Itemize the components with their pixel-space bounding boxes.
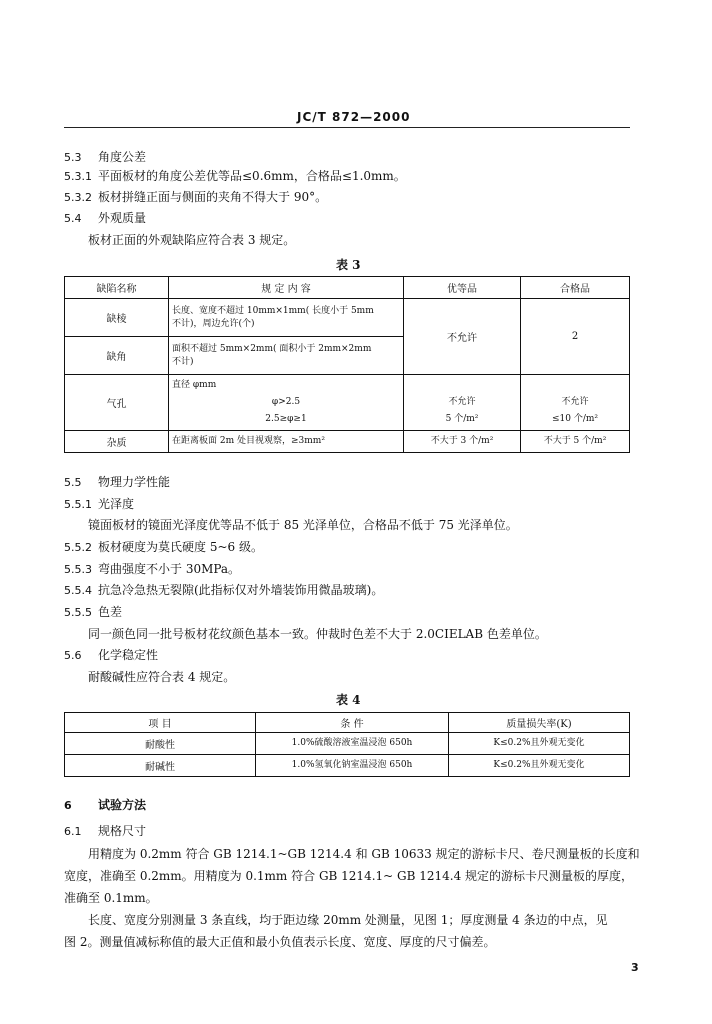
section-line: 5.3.2 板材拼缝正面与侧面的夹角不得大于 90°。 xyxy=(64,190,328,204)
body-text: 同一颜色同一批号板材花纹颜色基本一致。仲裁时色差不大于 2.0CIELAB 色差单位。 xyxy=(88,627,547,641)
table-header-cell: 缺陷名称 xyxy=(65,277,169,299)
body-text: 耐酸碱性应符合表 4 规定。 xyxy=(88,670,236,684)
rule-cell: 面积不超过 5mm×2mm( 面积小于 2mm×2mm 不计) xyxy=(169,337,404,375)
table-header-cell: 优等品 xyxy=(404,277,521,299)
grade-cell: 不大于 3 个/m² xyxy=(404,431,521,453)
table-header-cell: 合格品 xyxy=(521,277,630,299)
grade-cell: 不允许 ≤10 个/m² xyxy=(521,375,630,431)
body-text: 图 2。测量值减标称值的最大正值和最小负值表示长度、宽度、厚度的尺寸偏差。 xyxy=(64,935,496,949)
section-line: 5.3.1 平面板材的角度公差优等品≤0.6mm，合格品≤1.0mm。 xyxy=(64,169,406,183)
body-text: 镜面板材的镜面光泽度优等品不低于 85 光泽单位，合格品不低于 75 光泽单位。 xyxy=(88,518,518,532)
section-heading: 5.5.5 色差 xyxy=(64,605,123,619)
section-line: 5.5.4 抗急冷急热无裂隙(此指标仅对外墙装饰用微晶玻璃)。 xyxy=(64,583,384,597)
section-heading: 5.6 化学稳定性 xyxy=(64,648,159,662)
table-cell: 耐碱性 xyxy=(65,755,256,777)
body-text: 板材正面的外观缺陷应符合表 3 规定。 xyxy=(88,233,296,247)
table-cell: K≤0.2%且外观无变化 xyxy=(449,733,630,755)
table-header-cell: 质量损失率(K) xyxy=(449,713,630,733)
section-heading: 5.5.1 光泽度 xyxy=(64,497,135,511)
rule-cell: 在距离板面 2m 处目视观察，≥3mm² xyxy=(169,431,404,453)
defect-name-cell: 杂质 xyxy=(65,431,169,453)
table-caption: 表 3 xyxy=(336,258,361,272)
section-heading: 5.5 物理力学性能 xyxy=(64,475,171,489)
header-rule xyxy=(64,127,630,128)
table-4 xyxy=(64,712,630,777)
table-cell: K≤0.2%且外观无变化 xyxy=(449,755,630,777)
table-cell: 耐酸性 xyxy=(65,733,256,755)
table-3 xyxy=(64,276,630,453)
rule-cell: 直径 φmm φ>2.5 2.5≥φ≥1 xyxy=(169,375,404,431)
body-text: 长度、宽度分别测量 3 条直线，均于距边缘 20mm 处测量，见图 1；厚度测量 4 条边的中点，见 xyxy=(88,913,608,927)
grade-cell: 2 xyxy=(521,299,630,375)
section-heading: 6.1 规格尺寸 xyxy=(64,824,147,838)
section-line: 5.5.3 弯曲强度不小于 30MPa。 xyxy=(64,562,241,576)
section-line: 5.5.2 板材硬度为莫氏硬度 5~6 级。 xyxy=(64,540,263,554)
body-text: 用精度为 0.2mm 符合 GB 1214.1~GB 1214.4 和 GB 10633 规定的游标卡尺、卷尺测量板的长度和 xyxy=(88,847,640,861)
grade-cell: 不允许 xyxy=(404,299,521,375)
body-text: 准确至 0.1mm。 xyxy=(64,891,158,905)
table-cell: 1.0%硫酸溶液室温浸泡 650h xyxy=(256,733,449,755)
defect-name-cell: 缺棱 xyxy=(65,299,169,337)
defect-name-cell: 缺角 xyxy=(65,337,169,375)
table-header-cell: 条 件 xyxy=(256,713,449,733)
defect-name-cell: 气孔 xyxy=(65,375,169,431)
standard-number: JC/T 872—2000 xyxy=(297,110,411,124)
table-row xyxy=(65,755,630,777)
section-heading: 5.4 外观质量 xyxy=(64,211,147,225)
page-number: 3 xyxy=(631,961,639,974)
section-heading: 5.3 角度公差 xyxy=(64,150,147,164)
section-heading: 6 试验方法 xyxy=(64,798,147,812)
table-cell: 1.0%氢氧化钠室温浸泡 650h xyxy=(256,755,449,777)
table-header-cell: 规 定 内 容 xyxy=(169,277,404,299)
table-row xyxy=(65,733,630,755)
body-text: 宽度，准确至 0.2mm。用精度为 0.1mm 符合 GB 1214.1~ GB 1214.4 规定的游标卡尺测量板的厚度， xyxy=(64,869,634,883)
table-caption: 表 4 xyxy=(336,693,361,707)
grade-cell: 不大于 5 个/m² xyxy=(521,431,630,453)
grade-cell: 不允许 5 个/m² xyxy=(404,375,521,431)
table-header-cell: 项 目 xyxy=(65,713,256,733)
rule-cell: 长度、宽度不超过 10mm×1mm( 长度小于 5mm 不计)，周边允许(个) xyxy=(169,299,404,337)
